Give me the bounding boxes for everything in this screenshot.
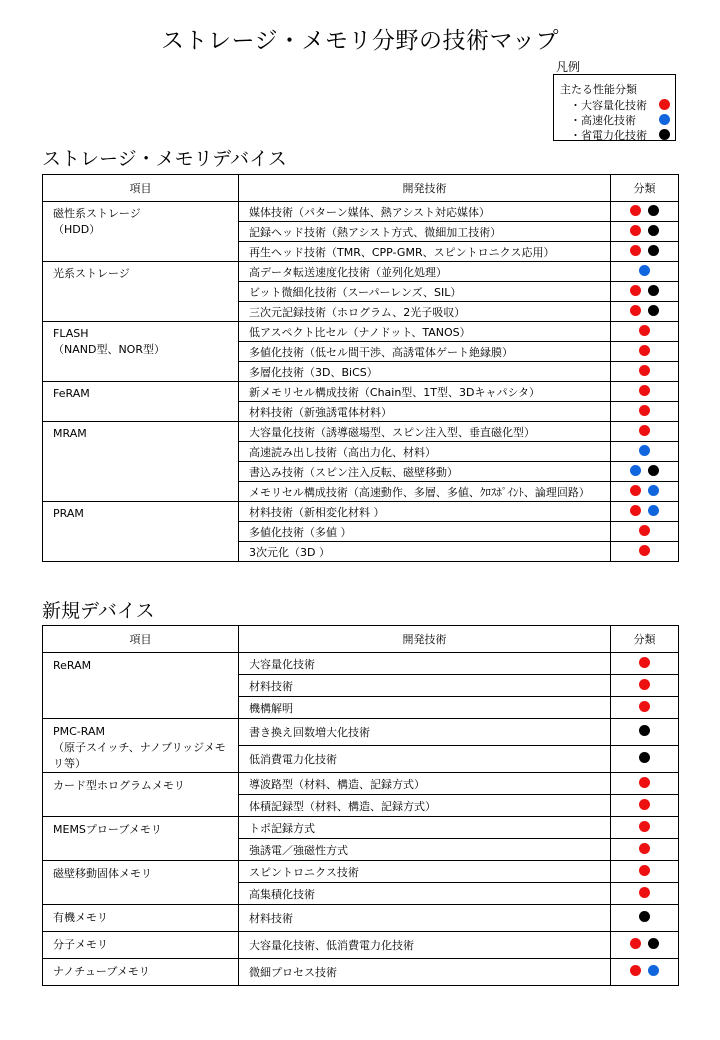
black-dot-icon xyxy=(639,725,650,736)
red-dot-icon xyxy=(639,545,650,556)
black-dot-icon xyxy=(639,911,650,922)
class-cell xyxy=(611,382,679,402)
table-row xyxy=(43,653,679,675)
class-cell xyxy=(611,932,679,959)
tech-cell: 再生ヘッド技術（TMR、CPP-GMR、スピントロニクス応用） xyxy=(239,242,611,262)
black-dot-icon xyxy=(648,205,659,216)
legend-label-capacity: ・大容量化技術 xyxy=(570,99,647,112)
red-dot-icon xyxy=(659,99,670,110)
red-dot-icon xyxy=(639,679,650,690)
class-cell xyxy=(611,442,679,462)
new-devices-table xyxy=(42,625,679,986)
item-cell xyxy=(43,422,239,502)
table-row xyxy=(43,861,679,883)
tech-cell: 低アスペクト比セル（ナノドット、TANOS） xyxy=(239,322,611,342)
item-cell xyxy=(43,959,239,986)
red-dot-icon xyxy=(639,657,650,668)
class-cell xyxy=(611,653,679,675)
tech-cell: 強誘電／強磁性方式 xyxy=(239,839,611,861)
class-cell xyxy=(611,402,679,422)
class-cell xyxy=(611,719,679,746)
table-row xyxy=(43,202,679,222)
item-label: 分子メモリ xyxy=(53,938,108,951)
class-cell xyxy=(611,522,679,542)
header-class: 分類 xyxy=(611,626,679,653)
table-row xyxy=(43,719,679,746)
class-cell xyxy=(611,262,679,282)
red-dot-icon xyxy=(630,205,641,216)
class-cell xyxy=(611,883,679,905)
header-item: 項目 xyxy=(43,626,239,653)
item-label: MRAM xyxy=(53,427,87,440)
red-dot-icon xyxy=(639,525,650,536)
class-cell xyxy=(611,362,679,382)
tech-cell: 体積記録型（材料、構造、記録方式） xyxy=(239,795,611,817)
item-label: カード型ホログラムメモリ xyxy=(53,779,185,792)
red-dot-icon xyxy=(630,305,641,316)
black-dot-icon xyxy=(648,465,659,476)
red-dot-icon xyxy=(639,865,650,876)
red-dot-icon xyxy=(639,425,650,436)
black-dot-icon xyxy=(648,225,659,236)
tech-cell: 媒体技術（パターン媒体、熱アシスト対応媒体） xyxy=(239,202,611,222)
item-cell xyxy=(43,905,239,932)
tech-cell: 材料技術 xyxy=(239,905,611,932)
class-cell xyxy=(611,746,679,773)
item-cell xyxy=(43,502,239,562)
tech-cell: 機構解明 xyxy=(239,697,611,719)
class-cell xyxy=(611,322,679,342)
legend-heading: 主たる性能分類 xyxy=(560,83,637,96)
legend-item-power xyxy=(570,127,670,141)
tech-cell: 多値化技術（多値 ） xyxy=(239,522,611,542)
tech-cell: スピントロニクス技術 xyxy=(239,861,611,883)
class-cell xyxy=(611,817,679,839)
class-cell xyxy=(611,202,679,222)
blue-dot-icon xyxy=(630,465,641,476)
section-title-new-devices: 新規デバイス xyxy=(42,600,155,622)
item-cell xyxy=(43,861,239,905)
table-row xyxy=(43,932,679,959)
tech-cell: 微細プロセス技術 xyxy=(239,959,611,986)
tech-cell: 大容量化技術 xyxy=(239,653,611,675)
black-dot-icon xyxy=(648,305,659,316)
tech-cell: 書き換え回数増大化技術 xyxy=(239,719,611,746)
item-cell xyxy=(43,817,239,861)
item-cell xyxy=(43,719,239,773)
red-dot-icon xyxy=(639,405,650,416)
blue-dot-icon xyxy=(659,114,670,125)
blue-dot-icon xyxy=(639,265,650,276)
class-cell xyxy=(611,861,679,883)
tech-cell: 大容量化技術（誘導磁場型、スピン注入型、垂直磁化型） xyxy=(239,422,611,442)
item-label: FeRAM xyxy=(53,387,90,400)
legend-item-capacity xyxy=(570,97,670,111)
tech-cell: 材料技術 xyxy=(239,675,611,697)
item-label: FLASH （NAND型、NOR型） xyxy=(53,327,165,356)
item-label: 光系ストレージ xyxy=(53,267,130,280)
item-label: ナノチューブメモリ xyxy=(53,965,150,978)
red-dot-icon xyxy=(639,385,650,396)
tech-cell: 新メモリセル構成技術（Chain型、1T型、3Dキャパシタ） xyxy=(239,382,611,402)
class-cell xyxy=(611,222,679,242)
class-cell xyxy=(611,542,679,562)
tech-cell: 高データ転送速度化技術（並列化処理） xyxy=(239,262,611,282)
black-dot-icon xyxy=(648,938,659,949)
item-label: ReRAM xyxy=(53,659,92,672)
tech-cell: 大容量化技術、低消費電力化技術 xyxy=(239,932,611,959)
blue-dot-icon xyxy=(648,965,659,976)
tech-cell: 低消費電力化技術 xyxy=(239,746,611,773)
item-label: 磁壁移動固体メモリ xyxy=(53,867,152,880)
class-cell xyxy=(611,342,679,362)
red-dot-icon xyxy=(639,365,650,376)
tech-cell: ビット微細化技術（スーパーレンズ、SIL） xyxy=(239,282,611,302)
tech-cell: 3次元化（3D ） xyxy=(239,542,611,562)
red-dot-icon xyxy=(639,325,650,336)
red-dot-icon xyxy=(630,245,641,256)
table-row xyxy=(43,262,679,282)
header-tech: 開発技術 xyxy=(239,626,611,653)
table-row xyxy=(43,382,679,402)
item-label: 磁性系ストレージ （HDD） xyxy=(53,207,141,236)
tech-cell: 材料技術（新相変化材料 ） xyxy=(239,502,611,522)
black-dot-icon xyxy=(648,285,659,296)
item-label: 有機メモリ xyxy=(53,911,108,924)
item-cell xyxy=(43,382,239,422)
red-dot-icon xyxy=(639,843,650,854)
tech-cell: 高速読み出し技術（高出力化、材料） xyxy=(239,442,611,462)
class-cell xyxy=(611,282,679,302)
red-dot-icon xyxy=(639,777,650,788)
red-dot-icon xyxy=(630,285,641,296)
tech-cell: 三次元記録技術（ホログラム、2光子吸収） xyxy=(239,302,611,322)
header-class: 分類 xyxy=(611,175,679,202)
black-dot-icon xyxy=(639,752,650,763)
red-dot-icon xyxy=(639,701,650,712)
table-row xyxy=(43,959,679,986)
storage-memory-table xyxy=(42,174,679,562)
blue-dot-icon xyxy=(648,485,659,496)
red-dot-icon xyxy=(639,887,650,898)
legend-box xyxy=(553,74,676,141)
section-title-storage-memory: ストレージ・メモリデバイス xyxy=(42,148,287,170)
page-title: ストレージ・メモリ分野の技術マップ xyxy=(160,28,560,54)
item-cell xyxy=(43,653,239,719)
red-dot-icon xyxy=(630,505,641,516)
class-cell xyxy=(611,675,679,697)
red-dot-icon xyxy=(639,821,650,832)
class-cell xyxy=(611,795,679,817)
black-dot-icon xyxy=(659,129,670,140)
table-row xyxy=(43,322,679,342)
header-item: 項目 xyxy=(43,175,239,202)
red-dot-icon xyxy=(630,485,641,496)
red-dot-icon xyxy=(639,345,650,356)
blue-dot-icon xyxy=(648,505,659,516)
table-row xyxy=(43,905,679,932)
table-row xyxy=(43,817,679,839)
class-cell xyxy=(611,697,679,719)
red-dot-icon xyxy=(630,225,641,236)
tech-cell: メモリセル構成技術（高速動作、多層、多値、ｸﾛｽﾎﾟｲﾝﾄ、論理回路） xyxy=(239,482,611,502)
item-label: PMC-RAM （原子スイッチ、ナノブリッジメモリ等） xyxy=(53,725,226,770)
class-cell xyxy=(611,422,679,442)
red-dot-icon xyxy=(639,799,650,810)
item-cell xyxy=(43,773,239,817)
table-row xyxy=(43,422,679,442)
tech-cell: 材料技術（新強誘電体材料） xyxy=(239,402,611,422)
class-cell xyxy=(611,959,679,986)
blue-dot-icon xyxy=(639,445,650,456)
tech-cell: 高集積化技術 xyxy=(239,883,611,905)
header-tech: 開発技術 xyxy=(239,175,611,202)
class-cell xyxy=(611,502,679,522)
red-dot-icon xyxy=(630,965,641,976)
legend-label-speed: ・高速化技術 xyxy=(570,114,636,127)
tech-cell: トポ記録方式 xyxy=(239,817,611,839)
red-dot-icon xyxy=(630,938,641,949)
class-cell xyxy=(611,905,679,932)
tech-cell: 記録ヘッド技術（熱アシスト方式、微細加工技術） xyxy=(239,222,611,242)
class-cell xyxy=(611,773,679,795)
class-cell xyxy=(611,242,679,262)
item-cell xyxy=(43,202,239,262)
item-cell xyxy=(43,932,239,959)
tech-cell: 導波路型（材料、構造、記録方式） xyxy=(239,773,611,795)
legend-item-speed xyxy=(570,112,670,126)
item-cell xyxy=(43,322,239,382)
legend-label-power: ・省電力化技術 xyxy=(570,129,647,142)
legend-caption: 凡例 xyxy=(556,60,581,74)
tech-cell: 多層化技術（3D、BiCS） xyxy=(239,362,611,382)
tech-cell: 書込み技術（スピン注入反転、磁壁移動） xyxy=(239,462,611,482)
class-cell xyxy=(611,302,679,322)
black-dot-icon xyxy=(648,245,659,256)
table-row xyxy=(43,502,679,522)
tech-cell: 多値化技術（低セル間干渉、高誘電体ゲート絶縁膜） xyxy=(239,342,611,362)
class-cell xyxy=(611,482,679,502)
class-cell xyxy=(611,839,679,861)
item-cell xyxy=(43,262,239,322)
item-label: MEMSプローブメモリ xyxy=(53,823,162,836)
item-label: PRAM xyxy=(53,507,84,520)
table-row xyxy=(43,773,679,795)
class-cell xyxy=(611,462,679,482)
